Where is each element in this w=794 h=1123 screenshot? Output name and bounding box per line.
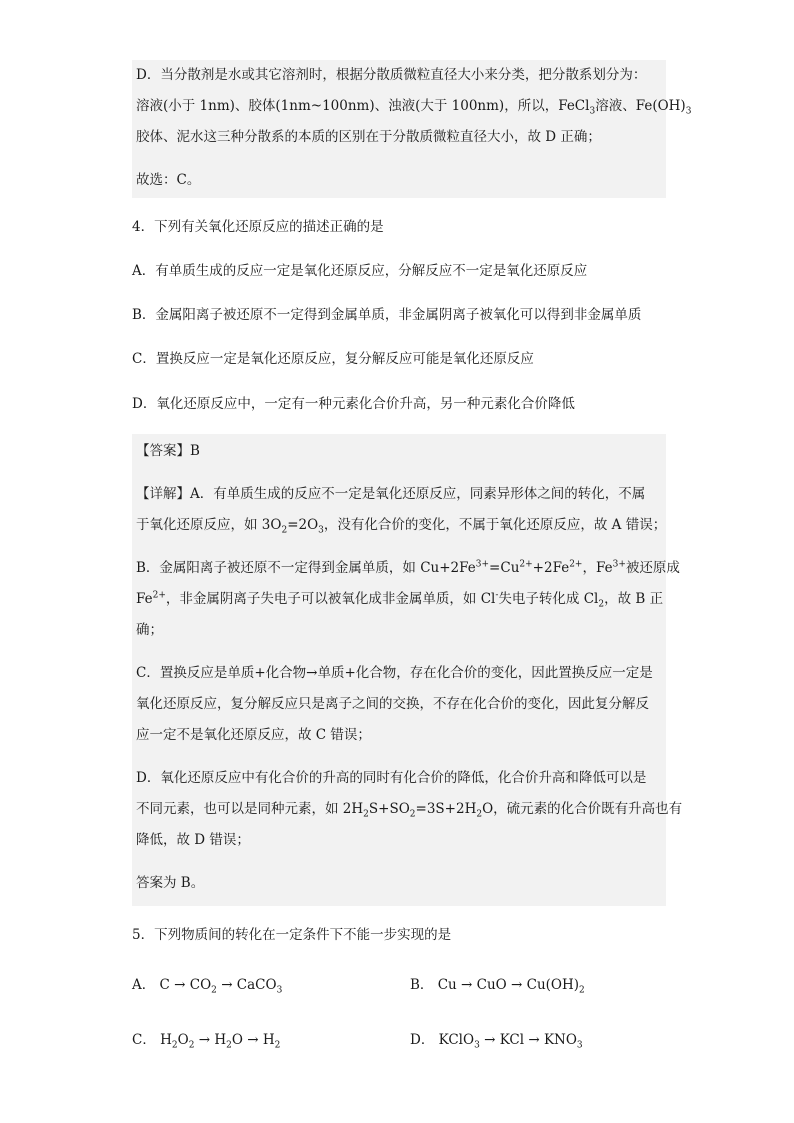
q5-stem: 5．下列物质间的转化在一定条件下不能一步实现的是 (132, 927, 452, 943)
q4-detail-line: 氧化还原反应，复分解反应只是离子之间的交换，不存在化合价的变化，因此复分解反 (136, 696, 649, 712)
q4-option-a: A．有单质生成的反应一定是氧化还原反应，分解反应不一定是氧化还原反应 (132, 263, 588, 279)
q4-detail-line: $Fe^{2+}$，非金属阴离子失电子可以被氧化成非金属单质，如 Cl-失电子转化成 $Cl_2$，故 B 正 (136, 590, 664, 610)
q4-detail-line: 降低，故 D 错误； (136, 832, 250, 848)
q4-option-b: B．金属阳离子被还原不一定得到金属单质，非金属阴离子被氧化可以得到非金属单质 (132, 307, 642, 323)
q4-option-d: D．氧化还原反应中，一定有一种元素化合价升高，另一种元素化合价降低 (132, 396, 575, 412)
q4-detail-line: 应一定不是氧化还原反应，故 C 错误； (136, 727, 371, 743)
q3-detail-line: 溶液(小于 1nm)、胶体(1nm~100nm)、浊液(大于 100nm)，所以，FeCl$_3$溶液、$Fe(OH)_3$ (136, 98, 692, 117)
q4-detail-line: 不同元素，也可以是同种元素，如 $2H_2S+SO_2=3S+2H_2O$，硫元素的化合价既有升高也有 (136, 801, 683, 820)
q4-answer-block (132, 434, 683, 906)
q4-detail-line: B．金属阳离子被还原不一定得到金属单质，如 $Cu+2Fe^{3+}=Cu^{2+}+2Fe^{2+}$，$Fe^{3+}$被还原成 (136, 559, 680, 576)
q4-option-c: C．置换反应一定是氧化还原反应，复分解反应可能是氧化还原反应 (132, 351, 534, 367)
q5-option-d: D． KClO$_3$ → KCl → $KNO_3$ (410, 1032, 583, 1051)
q4-final-answer: 答案为 B。 (136, 875, 205, 891)
q4-answer: 【答案】B (136, 443, 200, 459)
q5-option-c: C． $H_2O_2 \to H_2O \to H_2$ (132, 1032, 281, 1051)
q4-detail-line: 确； (136, 622, 163, 638)
q4-detail-line: 于氧化还原反应，如 $3O_2=2O_3$，没有化合价的变化，不属于氧化还原反应，故 A 错误； (136, 517, 667, 536)
q3-detail-line: D．当分散剂是水或其它溶剂时，根据分散质微粒直径大小来分类，把分散系划分为： (136, 67, 647, 83)
q5-option-a: A． $C \to CO_2$ → CaCO$_3$ (132, 977, 283, 996)
q3-detail-line: 胶体、泥水这三种分散系的本质的区别在于分散质微粒直径大小，故 D 正确； (136, 129, 601, 145)
q4-detail-line: 【详解】A．有单质生成的反应不一定是氧化还原反应，同素异形体之间的转化，不属 (136, 486, 646, 502)
q4-detail-line: D．氧化还原反应中有化合价的升高的同时有化合价的降低，化合价升高和降低可以是 (136, 770, 647, 786)
q3-analysis-block (132, 60, 692, 198)
q5-option-b: B． Cu → CuO → $Cu(OH)_2$ (410, 977, 585, 996)
q4-detail-line: C．置换反应是单质+化合物→单质+化合物，存在化合价的变化，因此置换反应一定是 (136, 665, 653, 681)
q3-choose: 故选：C。 (136, 172, 201, 188)
q4-stem: 4．下列有关氧化还原反应的描述正确的是 (132, 219, 384, 235)
